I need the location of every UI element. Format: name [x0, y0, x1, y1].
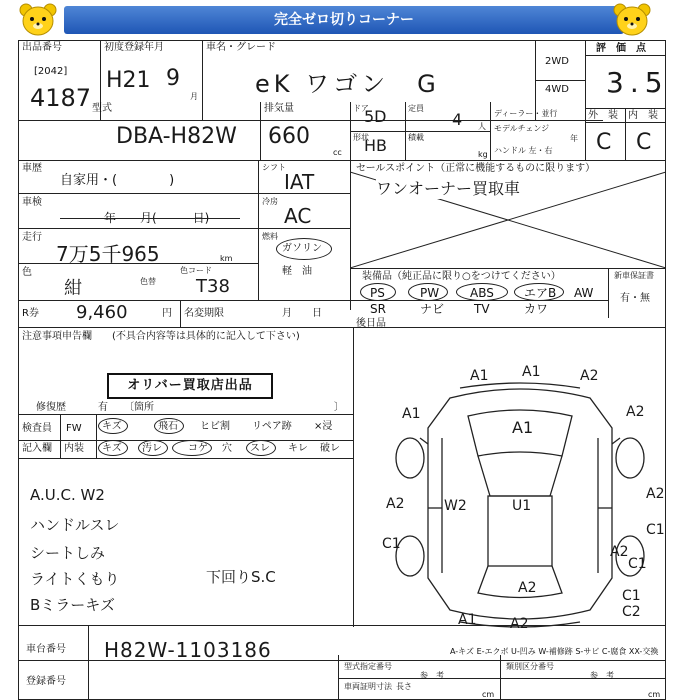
- r-ticket-label: R券: [22, 308, 39, 319]
- damage-mark: C2: [622, 604, 641, 620]
- equip-pw: PW: [420, 286, 440, 300]
- sales-point-label: セールスポイント（正常に機能するものに限ります）: [356, 163, 596, 174]
- shift-label: シフト: [262, 163, 286, 172]
- capacity-label: 定員: [408, 104, 424, 113]
- mark-circle: [360, 283, 396, 301]
- name-grade-label: 車名・グレード: [206, 42, 276, 53]
- unit-cm-2: cm: [648, 690, 661, 699]
- damage-mark: C1: [382, 536, 401, 552]
- notes-label: 注意事項申告欄: [22, 331, 92, 342]
- fuel-label: 燃料: [262, 232, 278, 241]
- damage-mark: A2: [580, 368, 599, 384]
- unit-people: 人: [478, 122, 486, 131]
- capacity: 4: [452, 110, 463, 129]
- score: 3.5: [606, 66, 669, 99]
- repair-location-label: 〔箇所: [124, 402, 154, 413]
- damage-mark: A1: [512, 418, 534, 437]
- 4wd-label: 4WD: [545, 84, 569, 95]
- damage-mark: A1: [522, 364, 541, 380]
- length-label: 長さ: [396, 682, 412, 691]
- equip-aw: AW: [574, 286, 594, 300]
- mark-circle: [154, 418, 184, 434]
- ac: AC: [284, 204, 312, 228]
- unit-km: km: [220, 254, 233, 263]
- equip-ps: PS: [370, 286, 385, 300]
- model-change-label: モデルチェンジ: [494, 124, 550, 133]
- inspect-item: リペア跡: [252, 421, 292, 432]
- equip-leather: カワ: [524, 302, 549, 316]
- exterior-label: 外 装: [588, 110, 618, 121]
- inspect-item: 破レ: [320, 443, 340, 454]
- mark-circle: [408, 283, 448, 301]
- damage-mark: C1: [646, 522, 665, 538]
- mark-circle: [246, 440, 276, 456]
- warranty-label: 新車保証書: [614, 271, 654, 280]
- interior-short-label: 内装: [64, 443, 84, 454]
- color-code: T38: [196, 276, 230, 297]
- 2wd-label: 2WD: [545, 56, 569, 67]
- damage-legend: A-キズ E-エクボ U-凹み W-補修跡 S-サビ C-腐食 XX-交換: [450, 647, 659, 656]
- displacement-label: 排気量: [264, 103, 294, 114]
- fw-label: FW: [66, 423, 82, 434]
- lot-number-label: 出品番号: [22, 42, 62, 53]
- bracket-close: 〕: [334, 402, 344, 413]
- equip-sr: SR: [370, 302, 386, 316]
- equip-tv: TV: [474, 302, 490, 316]
- doors-label: ドア: [353, 104, 369, 113]
- note-line: ハンドルスレ: [30, 516, 120, 534]
- equip-abs: ABS: [470, 286, 494, 300]
- year-label: 年: [570, 134, 578, 143]
- remarks-label: 参 考: [420, 671, 444, 680]
- recorder-label: 記入欄: [22, 443, 52, 454]
- mark-circle: [98, 418, 128, 434]
- damage-mark: C1: [628, 556, 647, 572]
- page-title: 完全ゼロ切りコーナー: [64, 6, 624, 34]
- unit-cm: cm: [482, 690, 495, 699]
- bear-mascot-icon: [18, 2, 58, 38]
- score-label: 評 価 点: [596, 43, 646, 54]
- unit-yen: 円: [162, 308, 172, 319]
- note-line: A.U.C. W2: [30, 486, 105, 504]
- damage-mark: A1: [470, 368, 489, 384]
- inspection-label: 車検: [22, 197, 42, 208]
- type-designation-label: 型式指定番号: [344, 662, 392, 671]
- unit-kg: kg: [478, 150, 488, 159]
- mileage-label: 走行: [22, 232, 42, 243]
- mark-circle: [172, 440, 212, 456]
- name-grade: eK ワゴン G: [255, 70, 440, 98]
- inspect-item: ヒビ割: [200, 421, 230, 432]
- fuel-diesel: 軽 油: [282, 266, 312, 277]
- inspection: 年 月( 日): [104, 211, 210, 225]
- inspect-item: キズ: [102, 421, 122, 432]
- handle-label: ハンドル 左・右: [494, 146, 553, 155]
- month-suffix: 月: [190, 92, 198, 101]
- model-label: 型式: [92, 103, 112, 114]
- load-label: 積載: [408, 133, 424, 142]
- exterior-score: C: [596, 130, 612, 155]
- inspect-item: 飛石: [158, 421, 178, 432]
- damage-mark: W2: [444, 498, 467, 514]
- damage-mark: A2: [510, 616, 529, 632]
- color: 紺: [64, 278, 82, 299]
- mark-circle: [514, 283, 564, 301]
- note-line: ライトくもり: [30, 570, 120, 588]
- damage-mark: A2: [610, 544, 629, 560]
- underbody-note: 下回りS.C: [206, 568, 276, 586]
- damage-mark: U1: [512, 498, 532, 514]
- inspect-item: ×浸: [314, 421, 333, 432]
- interior-label: 内 装: [628, 110, 658, 121]
- body-type-label: 形状: [353, 133, 369, 142]
- repair: 有: [98, 402, 108, 413]
- unit-cc: cc: [333, 148, 342, 157]
- first-registration-label: 初度登録年月: [104, 42, 164, 53]
- color-code-label: 色コード: [180, 266, 212, 275]
- shift: IAT: [284, 170, 315, 194]
- first-registration-month: 9: [166, 66, 180, 91]
- warranty: 有・無: [620, 293, 650, 304]
- class-label: 類別区分番号: [506, 662, 554, 671]
- bear-mascot-icon: [612, 2, 652, 38]
- dealer-stamp: オリバー買取店出品: [107, 373, 273, 399]
- inspect-item: キレ: [288, 443, 308, 454]
- damage-mark: A1: [458, 612, 477, 628]
- equipment-label: 装備品（純正品に限り○をつけてください）: [362, 271, 561, 282]
- lot-number: 4187: [30, 84, 92, 112]
- registration-label: 登録番号: [26, 676, 66, 687]
- mark-circle: [456, 283, 508, 301]
- history-label: 車歴: [22, 163, 42, 174]
- damage-mark: A2: [518, 580, 537, 596]
- dealer-label: ディーラー・並行: [494, 109, 558, 118]
- mileage: 7万5千965: [56, 242, 160, 266]
- damage-mark: A1: [402, 406, 421, 422]
- sales-point-text: ワンオーナー買取車: [376, 176, 520, 199]
- inspector-label: 検査員: [22, 423, 52, 434]
- mark-circle: [98, 440, 128, 456]
- chassis-label: 車台番号: [26, 644, 66, 655]
- displacement: 660: [268, 124, 310, 149]
- fuel-gas: ガソリン: [282, 243, 322, 254]
- color-label: 色: [22, 267, 32, 278]
- note-line: シートしみ: [30, 544, 106, 562]
- notes-sub: (不具合内容等は具体的に記入して下さい): [112, 331, 300, 342]
- inspect-item: キズ: [102, 443, 122, 454]
- damage-mark: C1: [622, 588, 641, 604]
- first-registration-year: H21: [106, 68, 151, 93]
- name-change-label: 名変期限: [184, 308, 224, 319]
- color-alt-label: 色替: [140, 277, 156, 286]
- equip-airbag: エアB: [524, 286, 557, 300]
- model: DBA-H82W: [116, 124, 237, 149]
- dimensions-label: 車両証明寸法: [344, 682, 392, 691]
- chassis-number: H82W-1103186: [104, 638, 272, 662]
- inspect-item: コゲ: [188, 443, 208, 454]
- name-change: 月 日: [282, 308, 322, 319]
- interior-score: C: [636, 130, 652, 155]
- history: 自家用・( ): [60, 173, 175, 188]
- repair-label: 修復歴: [36, 402, 66, 413]
- equip-navi: ナビ: [420, 302, 445, 316]
- post-date-label: 後日品: [356, 318, 386, 329]
- note-line: Bミラーキズ: [30, 596, 115, 614]
- mark-circle: [138, 440, 168, 456]
- damage-mark: A2: [646, 486, 665, 502]
- inspect-item: 穴: [222, 443, 232, 454]
- remarks-label-2: 参 考: [590, 671, 614, 680]
- inspect-item: 汚レ: [142, 443, 162, 454]
- doors: 5D: [364, 107, 387, 126]
- inspect-item: スレ: [250, 443, 270, 454]
- lot-code: [2042]: [34, 66, 68, 77]
- damage-mark: A2: [386, 496, 405, 512]
- r-ticket: 9,460: [76, 302, 128, 323]
- inspection-row-exterior: [100, 418, 350, 436]
- body-type: HB: [364, 136, 388, 155]
- damage-mark: A2: [626, 404, 645, 420]
- ac-label: 冷房: [262, 197, 278, 206]
